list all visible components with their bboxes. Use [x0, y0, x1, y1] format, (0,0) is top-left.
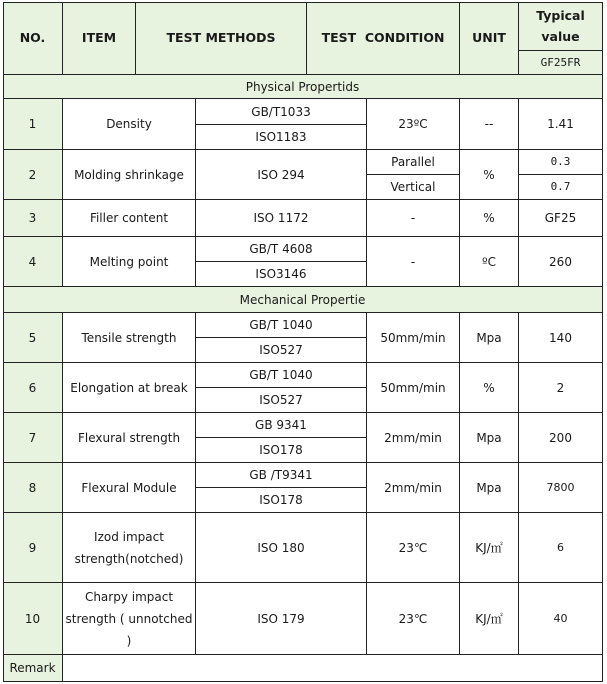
- header-grade: GF25FR: [519, 51, 603, 75]
- row-2-condition-2: Vertical: [367, 175, 460, 200]
- row-10-unit: KJ/㎡: [460, 583, 519, 655]
- row-2-value-1: 0.3: [519, 150, 603, 175]
- row-2-condition-1: Parallel: [367, 150, 460, 175]
- section-physical: Physical Propertids: [3, 75, 603, 99]
- row-8-no: 8: [3, 463, 63, 513]
- header-unit: UNIT: [460, 2, 519, 75]
- row-3-value: GF25: [519, 200, 603, 237]
- row-7-method-2: ISO178: [196, 438, 367, 463]
- row-10-value: 40: [519, 583, 603, 655]
- row-7-method-1: GB 9341: [196, 413, 367, 438]
- row-9-value: 6: [519, 513, 603, 583]
- row-3-condition: -: [367, 200, 460, 237]
- row-5-method-1: GB/T 1040: [196, 313, 367, 338]
- row-4-no: 4: [3, 237, 63, 287]
- header-item: ITEM: [63, 2, 136, 75]
- row-3-method: ISO 1172: [196, 200, 367, 237]
- row-6-unit: %: [460, 363, 519, 413]
- row-8-value: 7800: [519, 463, 603, 513]
- row-5-no: 5: [3, 313, 63, 363]
- row-2-unit: %: [460, 150, 519, 200]
- row-4-value: 260: [519, 237, 603, 287]
- row-4-item: Melting point: [63, 237, 196, 287]
- row-8-condition: 2mm/min: [367, 463, 460, 513]
- row-4-unit: ºC: [460, 237, 519, 287]
- row-5-condition: 50mm/min: [367, 313, 460, 363]
- row-2-method: ISO 294: [196, 150, 367, 200]
- row-1-no: 1: [3, 99, 63, 150]
- header-no: NO.: [3, 2, 63, 75]
- row-6-condition: 50mm/min: [367, 363, 460, 413]
- row-8-method-2: ISO178: [196, 488, 367, 513]
- row-1-item: Density: [63, 99, 196, 150]
- row-1-unit: --: [460, 99, 519, 150]
- row-10-item-line-1: Charpy impact: [84, 589, 174, 604]
- row-1-value: 1.41: [519, 99, 603, 150]
- row-9-condition: 23℃: [367, 513, 460, 583]
- row-6-value: 2: [519, 363, 603, 413]
- row-7-condition: 2mm/min: [367, 413, 460, 463]
- row-5-value: 140: [519, 313, 603, 363]
- row-10-condition: 23℃: [367, 583, 460, 655]
- row-1-method-1: GB/T1033: [196, 99, 367, 125]
- row-6-method-2: ISO527: [196, 388, 367, 413]
- header-test-methods: TEST METHODS: [136, 2, 307, 75]
- row-8-unit: Mpa: [460, 463, 519, 513]
- section-mechanical: Mechanical Propertie: [3, 287, 603, 313]
- row-1-method-2: ISO1183: [196, 125, 367, 150]
- row-3-no: 3: [3, 200, 63, 237]
- row-5-item: Tensile strength: [63, 313, 196, 363]
- row-10-item-line-2: strength ( unnotched ): [65, 611, 193, 648]
- row-4-method-1: GB/T 4608: [196, 237, 367, 262]
- row-4-condition: -: [367, 237, 460, 287]
- row-6-no: 6: [3, 363, 63, 413]
- row-3-item: Filler content: [63, 200, 196, 237]
- row-3-unit: %: [460, 200, 519, 237]
- header-test-condition: TEST CONDITION: [307, 2, 460, 75]
- remark-value: [63, 655, 603, 682]
- row-2-item: Molding shrinkage: [63, 150, 196, 200]
- row-7-item: Flexural strength: [63, 413, 196, 463]
- row-8-method-1: GB /T9341: [196, 463, 367, 488]
- row-6-item: Elongation at break: [63, 363, 196, 413]
- row-7-unit: Mpa: [460, 413, 519, 463]
- row-10-item: [63, 583, 196, 655]
- row-5-unit: Mpa: [460, 313, 519, 363]
- remark-label: Remark: [3, 655, 63, 682]
- row-9-method: ISO 180: [196, 513, 367, 583]
- row-2-value-2: 0.7: [519, 175, 603, 200]
- properties-table: [3, 2, 603, 682]
- row-7-no: 7: [3, 413, 63, 463]
- row-2-no: 2: [3, 150, 63, 200]
- row-9-item-line-2: strength(notched): [74, 551, 184, 566]
- row-6-method-1: GB/T 1040: [196, 363, 367, 388]
- row-9-no: 9: [3, 513, 63, 583]
- row-4-method-2: ISO3146: [196, 262, 367, 287]
- row-10-no: 10: [3, 583, 63, 655]
- header-typical-value: Typical value: [519, 2, 603, 51]
- row-8-item: Flexural Module: [63, 463, 196, 513]
- row-9-item: [63, 513, 196, 583]
- row-10-method: ISO 179: [196, 583, 367, 655]
- row-1-condition: 23ºC: [367, 99, 460, 150]
- row-9-item-line-1: Izod impact: [94, 529, 164, 544]
- row-5-method-2: ISO527: [196, 338, 367, 363]
- row-9-unit: KJ/㎡: [460, 513, 519, 583]
- row-7-value: 200: [519, 413, 603, 463]
